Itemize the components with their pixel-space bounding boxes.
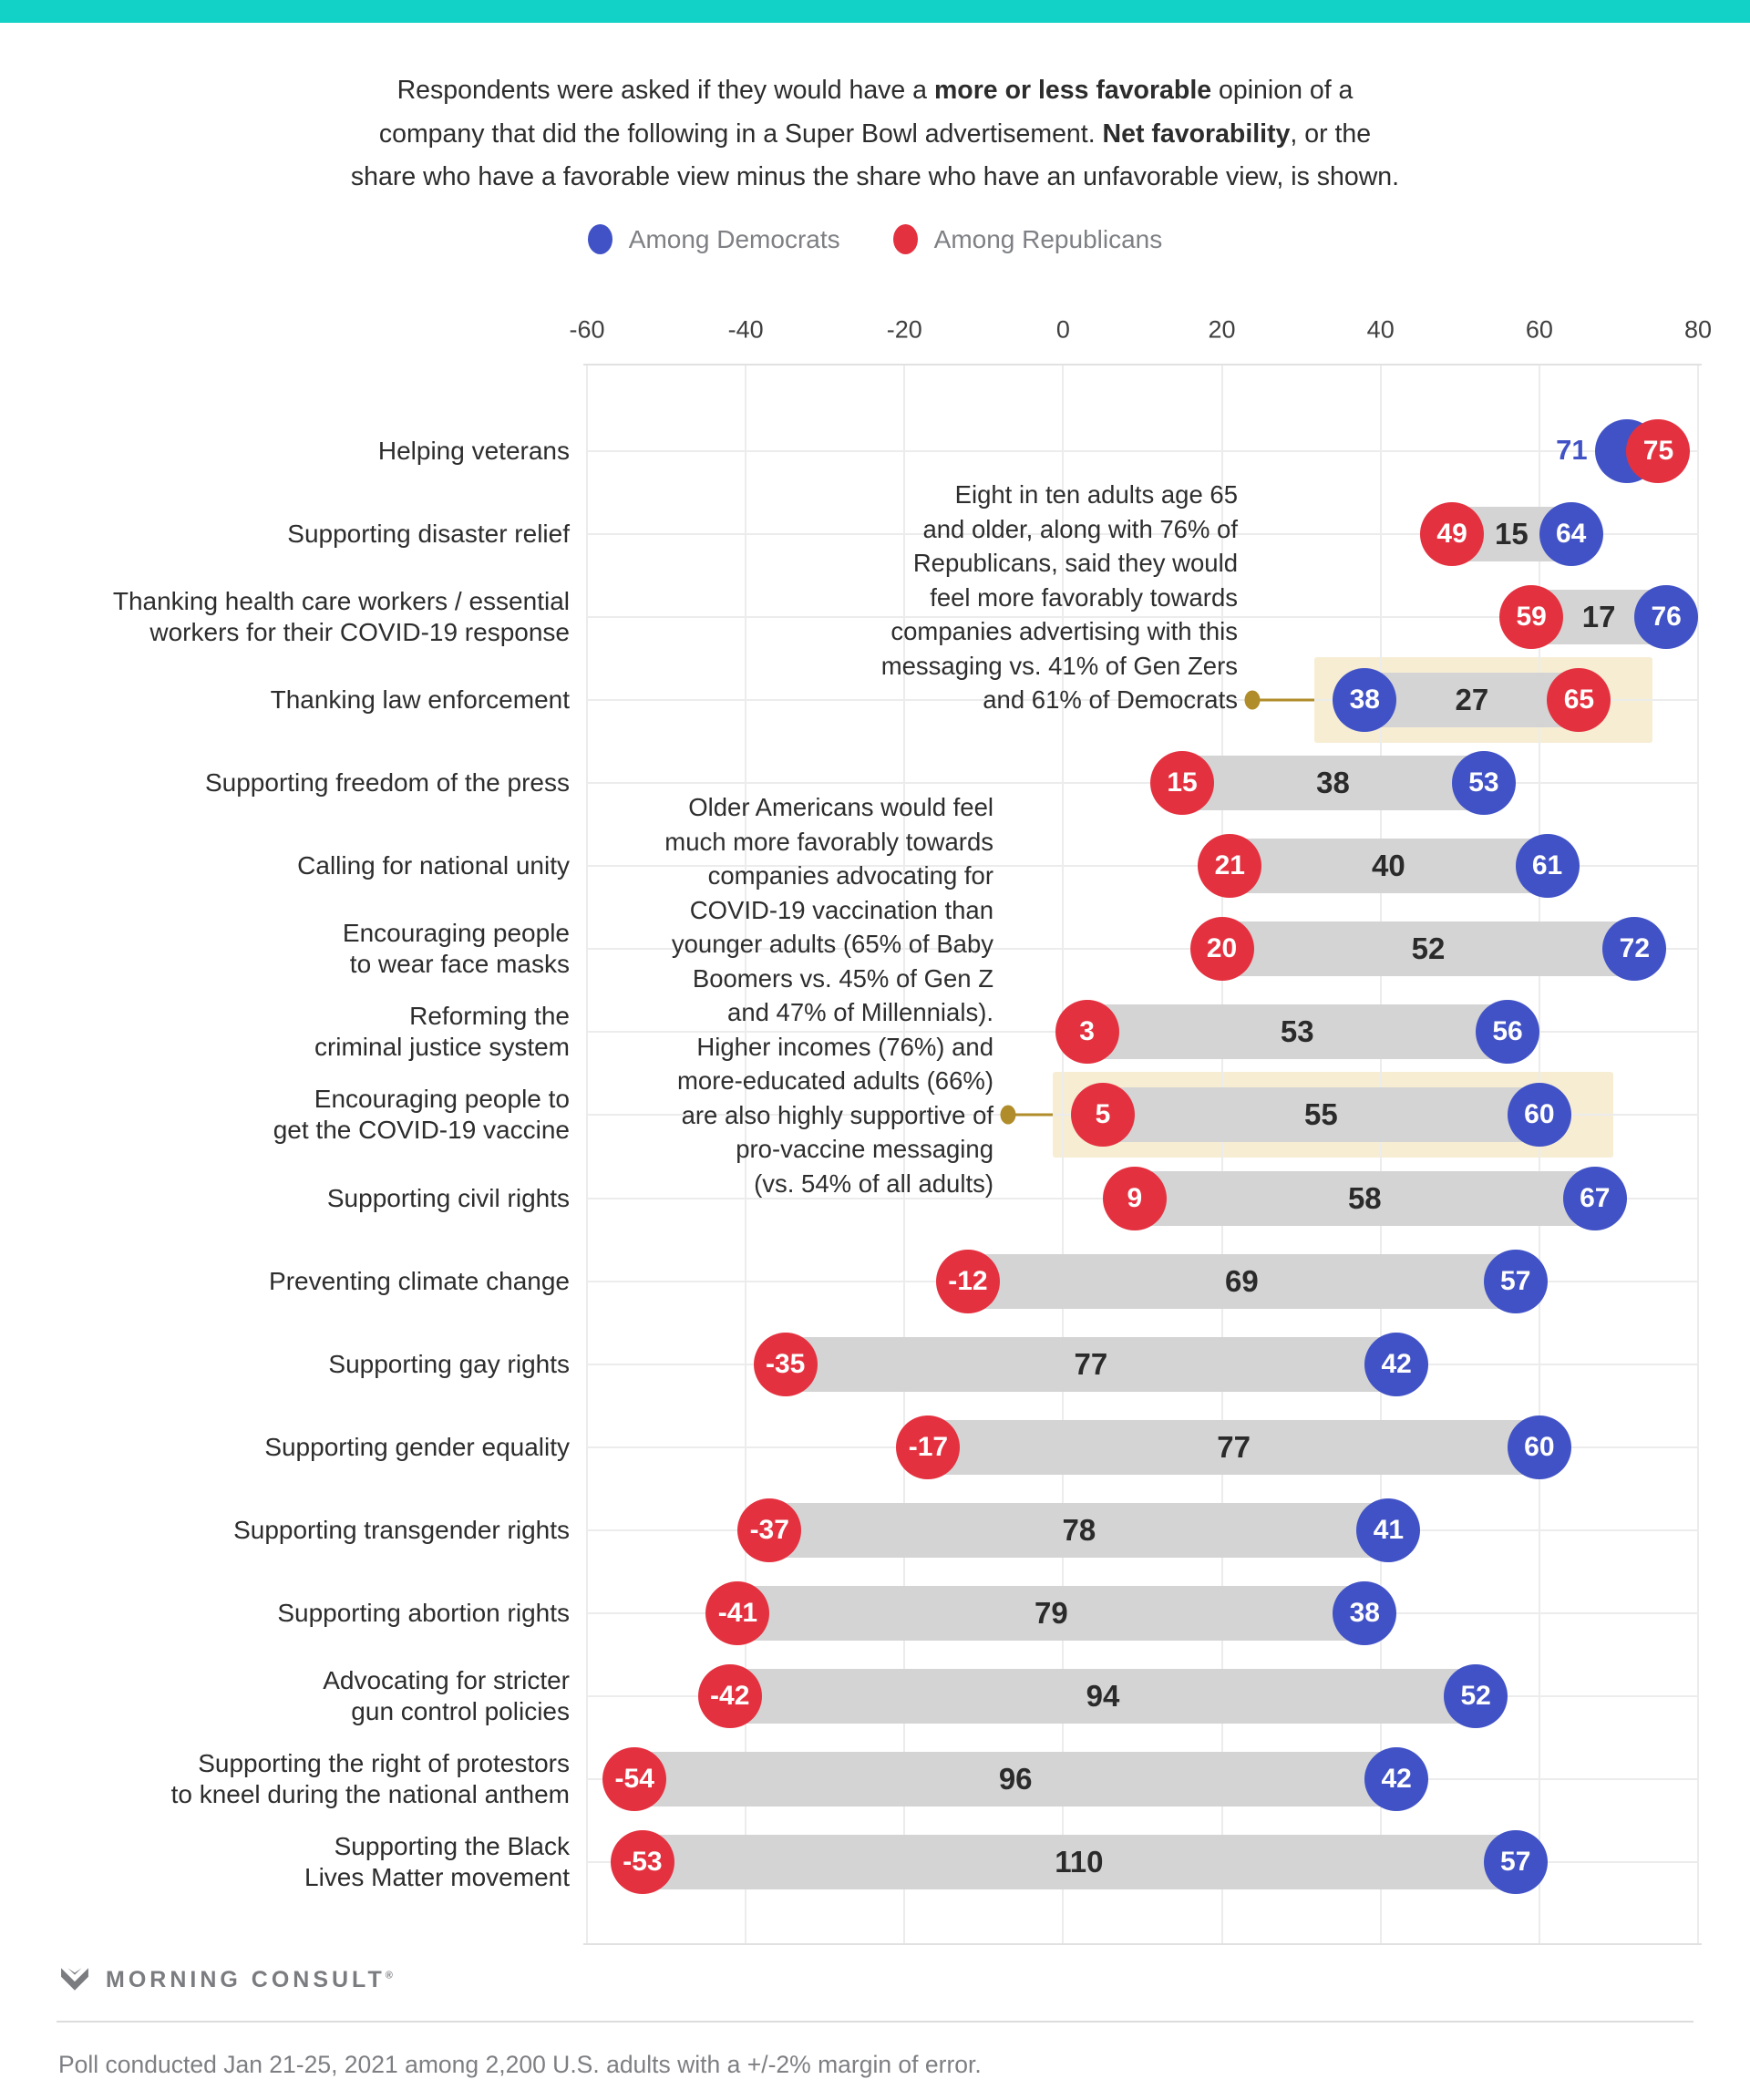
republican-dot: 20 xyxy=(1190,917,1254,981)
category-label-line: Supporting transgender rights xyxy=(233,1515,570,1544)
category-label-line: gun control policies xyxy=(351,1696,570,1725)
annotation-line: and 47% of Millennials). xyxy=(727,998,993,1027)
annotation-line: companies advertising with this xyxy=(890,617,1238,646)
category-label xyxy=(0,850,570,881)
category-label-line: Supporting the right of protestors xyxy=(198,1748,570,1777)
gap-value: 58 xyxy=(1347,1180,1382,1215)
annotation-line: Higher incomes (76%) and xyxy=(696,1032,993,1061)
democrat-dot: 57 xyxy=(1484,1250,1548,1313)
category-label-line: Thanking law enforcement xyxy=(270,685,570,715)
category-label-line: Encouraging people to xyxy=(314,1085,570,1114)
gap-value: 17 xyxy=(1581,600,1616,634)
annotation-pointer-line xyxy=(1260,699,1314,702)
category-label xyxy=(0,1183,570,1214)
category-label-line: Supporting civil rights xyxy=(326,1183,570,1212)
annotation-pointer-line xyxy=(1015,1114,1053,1117)
annotation-line: (vs. 54% of all adults) xyxy=(754,1168,993,1198)
annotation-line: COVID-19 vaccination than xyxy=(689,895,993,924)
annotation-line: and older, along with 76% of xyxy=(922,514,1238,543)
annotation-line: much more favorably towards xyxy=(664,827,993,856)
legend-label-democrats: Among Democrats xyxy=(628,224,840,253)
category-label-line: to wear face masks xyxy=(349,950,570,979)
republican-dot: -37 xyxy=(737,1498,801,1562)
annotation-pointer-dot xyxy=(1245,691,1261,710)
republican-dot: 65 xyxy=(1547,668,1611,732)
axis-tick-label: -40 xyxy=(727,315,764,344)
axis-tick-label: 40 xyxy=(1366,315,1395,344)
axis-tick-label: 80 xyxy=(1683,315,1713,344)
plot-bottom-border xyxy=(583,1943,1702,1945)
democrat-dot: 61 xyxy=(1516,834,1580,898)
gap-value: 79 xyxy=(1035,1595,1068,1630)
category-label-line: Reforming the xyxy=(409,1002,570,1031)
republican-dot: 75 xyxy=(1626,419,1690,483)
democrat-dot: 42 xyxy=(1364,1747,1428,1811)
category-label xyxy=(0,1665,570,1727)
democrat-dot: 60 xyxy=(1508,1415,1571,1479)
category-label-line: get the COVID-19 vaccine xyxy=(273,1116,570,1145)
category-label xyxy=(0,1084,570,1146)
axis-tick-label: 20 xyxy=(1208,315,1236,344)
registered-mark: ® xyxy=(385,1970,393,1982)
category-label-line: Lives Matter movement xyxy=(304,1863,570,1892)
democrat-dot: 60 xyxy=(1508,1083,1571,1147)
gap-value: 52 xyxy=(1411,932,1446,966)
category-label xyxy=(0,1598,570,1629)
republican-dot: -42 xyxy=(698,1664,762,1728)
annotation-line: Eight in ten adults age 65 xyxy=(954,480,1238,510)
annotation-line: messaging vs. 41% of Gen Zers xyxy=(880,651,1238,680)
gap-value: 40 xyxy=(1372,849,1405,883)
gap-value: 55 xyxy=(1304,1097,1338,1132)
category-label xyxy=(0,918,570,980)
category-label-line: Helping veterans xyxy=(377,437,570,465)
republican-dot: -41 xyxy=(705,1581,769,1645)
gap-value: 27 xyxy=(1455,683,1489,717)
gap-value: 110 xyxy=(1055,1845,1104,1879)
title-line-2: company that did the following in a Super Bowl advertisement. Net favorability, or the xyxy=(378,118,1372,149)
gap-value: 94 xyxy=(1086,1678,1120,1713)
republican-dot: -12 xyxy=(936,1250,1000,1313)
category-label-line: criminal justice system xyxy=(314,1033,570,1062)
gap-value: 77 xyxy=(1074,1346,1108,1381)
gap-value: 77 xyxy=(1217,1429,1251,1464)
democrat-dot: 41 xyxy=(1356,1498,1420,1562)
category-label-line: workers for their COVID-19 response xyxy=(149,618,570,647)
title-line-3: share who have a favorable view minus the share who have an unfavorable view, is shown. xyxy=(350,162,1400,191)
category-label xyxy=(0,1266,570,1297)
annotation-line: and 61% of Democrats xyxy=(983,685,1238,715)
legend-label-republicans: Among Republicans xyxy=(933,224,1163,253)
annotation-line: companies advocating for xyxy=(707,861,993,890)
category-label xyxy=(0,1515,570,1546)
axis-tick-label: -60 xyxy=(569,315,605,344)
morning-consult-logo xyxy=(58,1965,393,1994)
democrat-dot: 53 xyxy=(1452,751,1516,815)
category-label-line: Calling for national unity xyxy=(297,851,570,880)
republican-dot: 3 xyxy=(1055,1000,1119,1064)
category-label xyxy=(0,685,570,715)
annotation-line: Republicans, said they would xyxy=(912,549,1238,578)
gridline-vertical xyxy=(586,365,588,1943)
category-label xyxy=(0,1349,570,1380)
category-label-line: Advocating for stricter xyxy=(323,1665,570,1694)
category-label-line: Supporting gay rights xyxy=(328,1349,570,1378)
category-label-line: Supporting disaster relief xyxy=(287,520,570,549)
democrat-value-outside: 71 xyxy=(1556,434,1588,466)
category-label xyxy=(0,519,570,550)
democrat-dot: 72 xyxy=(1602,917,1666,981)
gap-value: 96 xyxy=(998,1761,1033,1796)
plot-top-border xyxy=(583,364,1702,365)
annotation-line: are also highly supportive of xyxy=(681,1100,993,1129)
source-note: Poll conducted Jan 21-25, 2021 among 2,200 U.S. adults with a +/-2% margin of error. xyxy=(58,2051,982,2078)
category-label xyxy=(0,1432,570,1463)
republican-dot: 9 xyxy=(1103,1167,1167,1230)
category-label xyxy=(0,1748,570,1810)
category-label-line: Supporting the Black xyxy=(334,1832,570,1861)
republican-dot: -35 xyxy=(754,1333,818,1396)
annotation-line: Boomers vs. 45% of Gen Z xyxy=(692,963,993,993)
category-label-line: Supporting gender equality xyxy=(264,1432,570,1461)
democrat-dot: 42 xyxy=(1364,1333,1428,1396)
annotation-line: younger adults (65% of Baby xyxy=(671,930,993,959)
republican-dot: 5 xyxy=(1071,1083,1135,1147)
category-label-line: Encouraging people xyxy=(342,919,570,948)
democrat-dot: 76 xyxy=(1634,585,1698,649)
category-label xyxy=(0,1001,570,1063)
annotation-line: feel more favorably towards xyxy=(930,582,1238,612)
title-line-1: Respondents were asked if they would have a more or less favorable opinion of a xyxy=(396,76,1354,105)
democrat-dot: 56 xyxy=(1476,1000,1539,1064)
democrat-dot: 38 xyxy=(1333,668,1396,732)
democrat-dot: 38 xyxy=(1333,1581,1396,1645)
category-label-line: to kneel during the national anthem xyxy=(170,1779,570,1808)
democrat-dot: 67 xyxy=(1563,1167,1627,1230)
democrat-dot: 52 xyxy=(1444,1664,1508,1728)
annotation-text xyxy=(881,478,1238,717)
republican-dot: 49 xyxy=(1420,502,1484,566)
annotation-line: more-educated adults (66%) xyxy=(677,1066,993,1096)
category-label xyxy=(0,586,570,648)
gap-value: 53 xyxy=(1280,1014,1314,1049)
category-label xyxy=(0,436,570,467)
gap-value: 78 xyxy=(1062,1512,1096,1547)
gap-value: 38 xyxy=(1316,766,1350,800)
republican-dot: -53 xyxy=(611,1830,674,1894)
annotation-pointer-dot xyxy=(1001,1106,1016,1125)
brand-name: MORNING CONSULT® xyxy=(106,1966,393,1992)
category-label-line: Supporting freedom of the press xyxy=(204,768,570,798)
annotation-line: pro-vaccine messaging xyxy=(736,1135,993,1164)
republican-dot: 21 xyxy=(1198,834,1261,898)
gap-value: 15 xyxy=(1495,517,1529,551)
republican-dot: 15 xyxy=(1150,751,1214,815)
axis-tick-label: -20 xyxy=(886,315,922,344)
republican-dot: -54 xyxy=(602,1747,666,1811)
category-label xyxy=(0,767,570,798)
axis-tick-label: 60 xyxy=(1525,315,1553,344)
gap-value: 69 xyxy=(1224,1263,1259,1298)
axis-tick-label: 0 xyxy=(1055,315,1070,344)
category-label-line: Supporting abortion rights xyxy=(277,1598,570,1627)
gridline-vertical xyxy=(1697,365,1699,1943)
category-label xyxy=(0,1831,570,1893)
republican-dot: 59 xyxy=(1499,585,1563,649)
democrat-dot: 64 xyxy=(1539,502,1603,566)
category-label-line: Preventing climate change xyxy=(269,1266,570,1295)
category-label-line: Thanking health care workers / essential xyxy=(112,587,570,616)
democrat-dot: 57 xyxy=(1484,1830,1548,1894)
annotation-line: Older Americans would feel xyxy=(688,793,993,822)
annotation-text xyxy=(664,790,993,1200)
morning-consult-logo-icon xyxy=(58,1965,91,1994)
footer-divider xyxy=(57,2021,1693,2023)
row-gridline xyxy=(587,782,1698,784)
republican-dot: -17 xyxy=(896,1415,960,1479)
